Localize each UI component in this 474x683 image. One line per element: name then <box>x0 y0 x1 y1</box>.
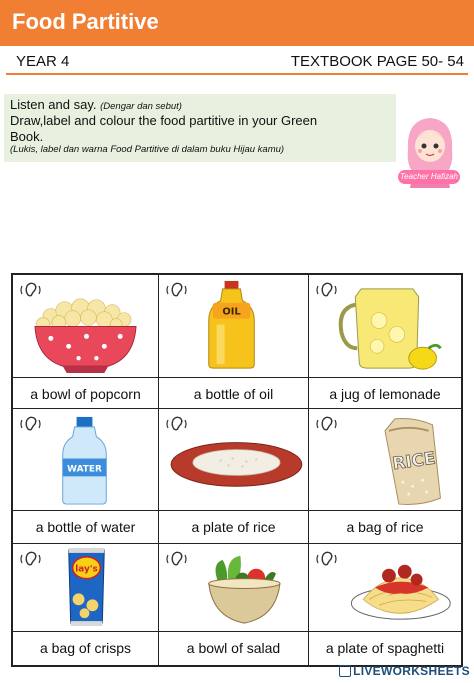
ear-audio-icon[interactable] <box>315 549 339 569</box>
page-title: Food Partitive <box>12 9 159 34</box>
item-label: a bottle of water <box>35 519 136 535</box>
label-cell <box>159 511 309 544</box>
item-label: a bowl of popcorn <box>30 386 141 402</box>
header-divider <box>6 73 468 75</box>
label-cell <box>309 511 461 544</box>
instruction-line-3: Book. <box>10 129 44 144</box>
label-cell <box>159 378 309 409</box>
food-partitive-grid <box>11 273 463 667</box>
ear-audio-icon[interactable] <box>315 280 339 300</box>
svg-text:lay's: lay's <box>75 564 98 575</box>
title-bar <box>0 0 474 46</box>
item-label: a bottle of oil <box>193 386 274 402</box>
label-cell <box>13 511 159 544</box>
grid-cell-water <box>13 409 159 511</box>
grid-cell-oil <box>159 275 309 402</box>
label-cell <box>13 378 159 409</box>
instructions-box <box>4 94 396 162</box>
instruction-line-1 <box>10 97 182 112</box>
footer-brand-text: LIVEWORKSHEETS <box>353 664 470 678</box>
label-cell <box>159 632 309 665</box>
grid-cell-popcorn <box>13 275 159 402</box>
instruction-translation: (Lukis, label dan warna Food Partitive di dalam buku Hijau kamu) <box>10 144 285 155</box>
label-cell <box>13 632 159 665</box>
instruction-listen-translation: (Dengar dan sebut) <box>100 101 182 112</box>
ear-audio-icon[interactable] <box>165 280 189 300</box>
ear-audio-icon[interactable] <box>165 549 189 569</box>
label-cell <box>309 378 461 409</box>
svg-text:RICE: RICE <box>391 447 437 474</box>
grid-cell-rice-plate <box>159 409 309 511</box>
svg-text:OIL: OIL <box>222 306 241 318</box>
liveworksheets-logo-icon <box>339 665 351 677</box>
grid-cell-lemonade <box>309 275 461 402</box>
grid-cell-spaghetti <box>309 544 461 632</box>
item-label: a jug of lemonade <box>329 386 441 402</box>
year-label: YEAR 4 <box>16 53 70 70</box>
item-label: a bag of rice <box>346 519 424 535</box>
svg-text:WATER: WATER <box>67 464 102 475</box>
ear-audio-icon[interactable] <box>315 414 339 434</box>
label-cell <box>309 632 461 665</box>
footer-brand[interactable] <box>339 664 470 678</box>
item-label: a bag of crisps <box>39 640 132 656</box>
grid-cell-crisps <box>13 544 159 632</box>
teacher-label: Teacher Hafizah <box>398 170 460 184</box>
grid-cell-salad <box>159 544 309 632</box>
item-label: a plate of rice <box>191 519 276 535</box>
instruction-listen: Listen and say. <box>10 97 97 112</box>
ear-audio-icon[interactable] <box>19 280 43 300</box>
item-label: a bowl of salad <box>186 640 281 656</box>
item-label: a plate of spaghetti <box>325 640 445 656</box>
instruction-line-2: Draw,label and colour the food partitive in your Green <box>10 113 318 128</box>
ear-audio-icon[interactable] <box>19 414 43 434</box>
ear-audio-icon[interactable] <box>19 549 43 569</box>
textbook-page-label: TEXTBOOK PAGE 50- 54 <box>290 53 464 70</box>
grid-cell-rice-bag <box>309 409 461 511</box>
ear-audio-icon[interactable] <box>165 414 189 434</box>
